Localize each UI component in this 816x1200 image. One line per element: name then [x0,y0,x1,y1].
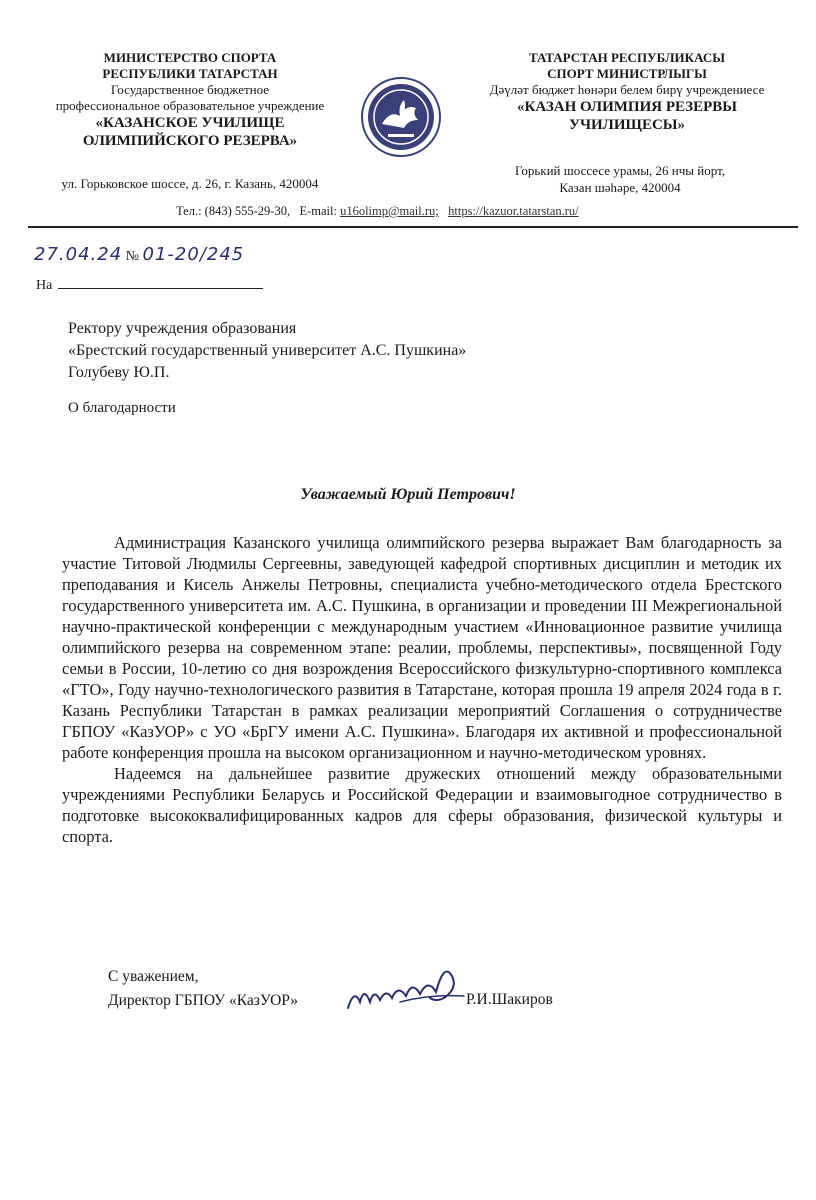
institution-name-ru-line2: ОЛИМПИЙСКОГО РЕЗЕРВА» [82,133,298,149]
institution-type-ru-line1: Государственное бюджетное [110,82,270,97]
email-label: E-mail: [299,204,337,218]
ministry-ru-line2: РЕСПУБЛИКИ ТАТАРСТАН [102,66,278,81]
contacts-line [176,204,579,219]
address-tt [500,162,740,196]
handwritten-date: 27.04.24 [34,244,123,265]
header-divider [28,226,798,228]
letter-body [62,532,782,847]
tatarstan-emblem-icon [360,76,442,158]
body-paragraph-1: Администрация Казанского училища олимпийского резерва выражает Вам благодарность за участие Титовой Людмилы Сергеевны, заведующей кафедрой спортивных дисциплин и методик их преподавания и Кисель Анжелы Петровны, специалиста учебно-методического отдела Брестского государственного университета им. А.С. Пушкина, в организации и проведении III Межрегиональной научно-практической конференции с международным участием «Инновационное развитие училища олимпийского резерва на современном этапе: реалии, проблемы, перспективы», посвященной Году семьи в России, 10-летию со дня возрождения Всероссийского физкультурно-спортивного комплекса «ГТО», Году научно-технологического развития в Татарстане, которая прошла 19 апреля 2024 года в г. Казань Республики Татарстан в рамках реализации мероприятий Соглашения о сотрудничестве ГБПОУ «КазУОР» с УО «БрГУ имени А.С. Пушкина». Благодаря их активной и профессиональной работе конференция прошла на высоком организационном и научно-методическом уровнях. [62,533,782,762]
reference-blank [58,276,263,289]
address-tt-line1: Горький шоссесе урамы, 26 нчы йорт, [514,163,726,178]
addressee-line1: Ректору учреждения образования [68,320,297,337]
address-tt-line2: Казан шәһәре, 420004 [559,180,681,195]
ministry-ru-line1: МИНИСТЕРСТВО СПОРТА [103,50,277,65]
handwritten-signature-icon [340,958,480,1018]
closing-block [108,965,298,1013]
institution-name-tt-line1: «КАЗАН ОЛИМПИЯ РЕЗЕРВЫ [516,99,737,115]
phone-number: Тел.: (843) 555-29-30, [176,204,291,218]
letter-subject: О благодарности [68,400,176,416]
header-left [30,50,350,150]
header-right [462,50,792,134]
ministry-tt-line1: ТАТАРСТАН РЕСПУБЛИКАСЫ [529,50,725,65]
number-sign: № [125,249,140,264]
institution-type-ru-line2: профессиональное образовательное учреждение [55,98,325,113]
email-link[interactable]: u16olimp@mail.ru; [340,204,439,218]
address-ru: ул. Горьковское шоссе, д. 26, г. Казань, 420004 [61,176,319,191]
signatory-name: Р.И.Шакиров [466,991,553,1008]
registration-line [34,244,244,265]
addressee-line2: «Брестский государственный университет А.С. Пушкина» [68,342,467,359]
signatory-position: Директор ГБПОУ «КазУОР» [108,992,299,1009]
handwritten-number: 01-20/245 [142,244,245,265]
institution-name-ru-line1: «КАЗАНСКОЕ УЧИЛИЩЕ [95,115,285,131]
institution-type-tt: Дәүләт бюджет һөнәри белем бирү учреждениесе [489,82,765,97]
reference-line [36,276,263,294]
addressee-block [68,318,466,384]
ministry-tt-line2: СПОРТ МИНИСТРЛЫГЫ [547,66,707,81]
closing-regards: С уважением, [108,968,199,985]
institution-name-tt-line2: УЧИЛИЩЕСЫ» [568,117,686,133]
na-label: На [36,278,53,293]
addressee-line3: Голубеву Ю.П. [68,364,170,381]
salutation: Уважаемый Юрий Петрович! [300,486,516,503]
body-paragraph-2: Надеемся на дальнейшее развитие дружеских отношений между образовательными учреждениями Республики Беларусь и Российской Федерации и взаимовыгодное сотрудничество в подготовке высококвалифицированных кадров для сферы образования, физической культуры и спорта. [62,764,782,846]
website-link[interactable]: https://kazuor.tatarstan.ru/ [448,204,579,218]
